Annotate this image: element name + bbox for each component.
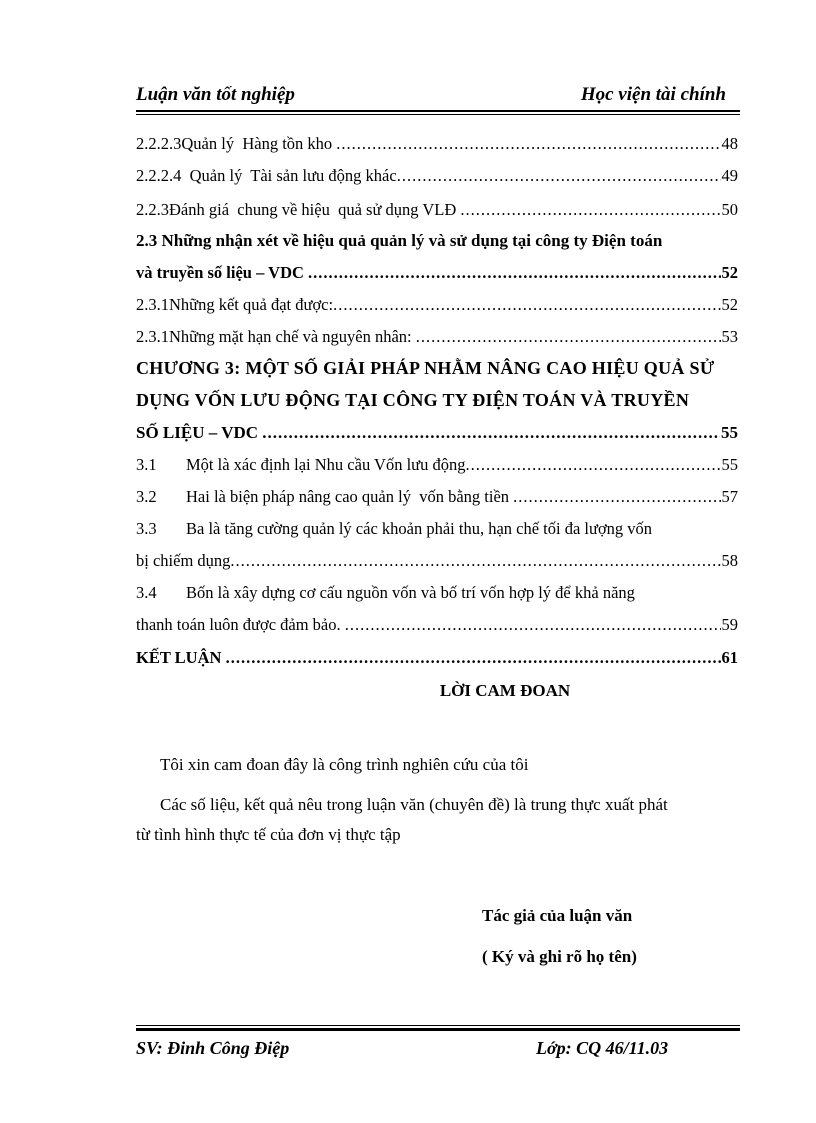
toc-entry-page: 55 (721, 455, 738, 474)
toc-entry-label: Hai là biện pháp nâng cao quản lý vốn bằng tiền (186, 487, 514, 506)
toc-entry-number: 3.1 (136, 455, 157, 474)
toc-leader (226, 648, 721, 668)
toc-leader (333, 295, 720, 315)
toc-entry-3-4-line2 (136, 615, 738, 639)
toc-entry-label: Một là xác định lại Nhu cầu Vốn lưu động (186, 455, 466, 474)
toc-entry-page: 53 (721, 327, 738, 346)
toc-entry-3-3-line1 (136, 519, 740, 543)
toc-leader (336, 134, 720, 154)
toc-entry-conclusion (136, 648, 738, 672)
page-footer (136, 1038, 740, 1062)
toc-entry-page: 50 (721, 200, 738, 219)
commitment-paragraph-1: Tôi xin cam đoan đây là công trình nghiên cứu của tôi (160, 755, 529, 774)
toc-entry-label-line1: Ba là tăng cường quản lý các khoản phải thu, hạn chế tối đa lượng vốn (186, 519, 653, 538)
toc-entry-label: Quản lý Tài sản lưu động khác (181, 166, 397, 185)
toc-entry-number: 2.2.3 (136, 200, 169, 219)
toc-entry-number: 2.3.1 (136, 327, 169, 346)
toc-entry-number: 3.4 (136, 583, 157, 602)
toc-entry (136, 487, 738, 511)
toc-leader (262, 423, 720, 443)
footer-rule-thick (136, 1028, 740, 1031)
toc-entry-page: 49 (721, 166, 738, 185)
toc-entry (136, 455, 738, 479)
toc-entry-3-4-line1 (136, 583, 740, 607)
toc-entry-number: 3.3 (136, 519, 157, 538)
toc-entry-label: và truyền số liệu – VDC (136, 263, 309, 282)
toc-leader (465, 455, 720, 475)
page-header (136, 84, 740, 110)
toc-leader (345, 615, 721, 635)
header-thesis-label: Luận văn tốt nghiệp (136, 84, 295, 105)
header-rule-thick (136, 110, 740, 112)
toc-entry-number: 3.2 (136, 487, 157, 506)
header-institution: Học viện tài chính (580, 84, 726, 105)
commitment-title: LỜI CAM ĐOAN (439, 681, 571, 700)
toc-entry (136, 200, 738, 224)
toc-section-heading-line1: 2.3 Những nhận xét về hiệu quả quản lý và sử dụng tại công ty Điện toán (136, 231, 663, 250)
toc-entry-chapter-3 (136, 423, 738, 447)
toc-entry (136, 295, 738, 319)
toc-entry-page: 58 (721, 551, 738, 570)
toc-entry (136, 134, 738, 158)
toc-entry-label: Những mặt hạn chế và nguyên nhân: (169, 327, 416, 346)
toc-leader (397, 166, 721, 186)
signer-label: Tác giả của luận văn (482, 906, 633, 925)
toc-entry-page: 57 (721, 487, 738, 506)
toc-entry-label: Những kết quả đạt được: (169, 295, 334, 314)
toc-entry-label: thanh toán luôn được đảm bảo. (136, 615, 345, 634)
toc-leader (416, 327, 721, 347)
toc-entry (136, 327, 738, 351)
header-rule-thin (136, 114, 740, 115)
commitment-paragraph-2-line1: Các số liệu, kết quả nêu trong luận văn (chuyên đề) là trung thực xuất phát (160, 795, 668, 814)
toc-entry-page: 48 (721, 134, 738, 153)
toc-entry-3-3-line2 (136, 551, 738, 575)
footer-student-name: SV: Đinh Công Điệp (136, 1038, 290, 1058)
toc-entry-section-2-3 (136, 263, 738, 287)
toc-entry-label-line1: Bốn là xây dựng cơ cấu nguồn vốn và bố trí vốn hợp lý để khả năng (186, 583, 635, 602)
toc-chapter-3-line2: DỤNG VỐN LƯU ĐỘNG TẠI CÔNG TY ĐIỆN TOÁN VÀ TRUYỀN (136, 390, 690, 410)
toc-leader (308, 263, 720, 283)
toc-entry-page: 55 (721, 423, 738, 442)
toc-leader (230, 551, 720, 571)
toc-entry (136, 166, 738, 190)
toc-entry-number: 2.2.2.4 (136, 166, 182, 185)
toc-chapter-3-line1: CHƯƠNG 3: MỘT SỐ GIẢI PHÁP NHẰM NÂNG CAO HIỆU QUẢ SỬ (136, 358, 715, 378)
toc-entry-label: Quản lý Hàng tồn kho (181, 134, 337, 153)
commitment-paragraph-2-line2: từ tình hình thực tế của đơn vị thực tập (136, 825, 401, 844)
toc-entry-label: KẾT LUẬN (136, 648, 226, 667)
toc-entry-page: 61 (721, 648, 738, 667)
footer-rule-thin (136, 1025, 740, 1026)
signature-note: ( Ký và ghi rõ họ tên) (482, 947, 637, 966)
toc-leader (460, 200, 720, 220)
toc-leader (513, 487, 720, 507)
toc-entry-number: 2.2.2.3 (136, 134, 182, 153)
toc-entry-page: 59 (721, 615, 738, 634)
footer-class-code: Lớp: CQ 46/11.03 (536, 1038, 669, 1058)
toc-entry-page: 52 (721, 263, 738, 282)
toc-entry-label: Đánh giá chung về hiệu quả sử dụng VLĐ (169, 200, 461, 219)
toc-entry-number: 2.3.1 (136, 295, 169, 314)
toc-entry-page: 52 (721, 295, 738, 314)
toc-entry-label: bị chiếm dụng (136, 551, 231, 570)
toc-entry-label: SỐ LIỆU – VDC (136, 423, 263, 442)
